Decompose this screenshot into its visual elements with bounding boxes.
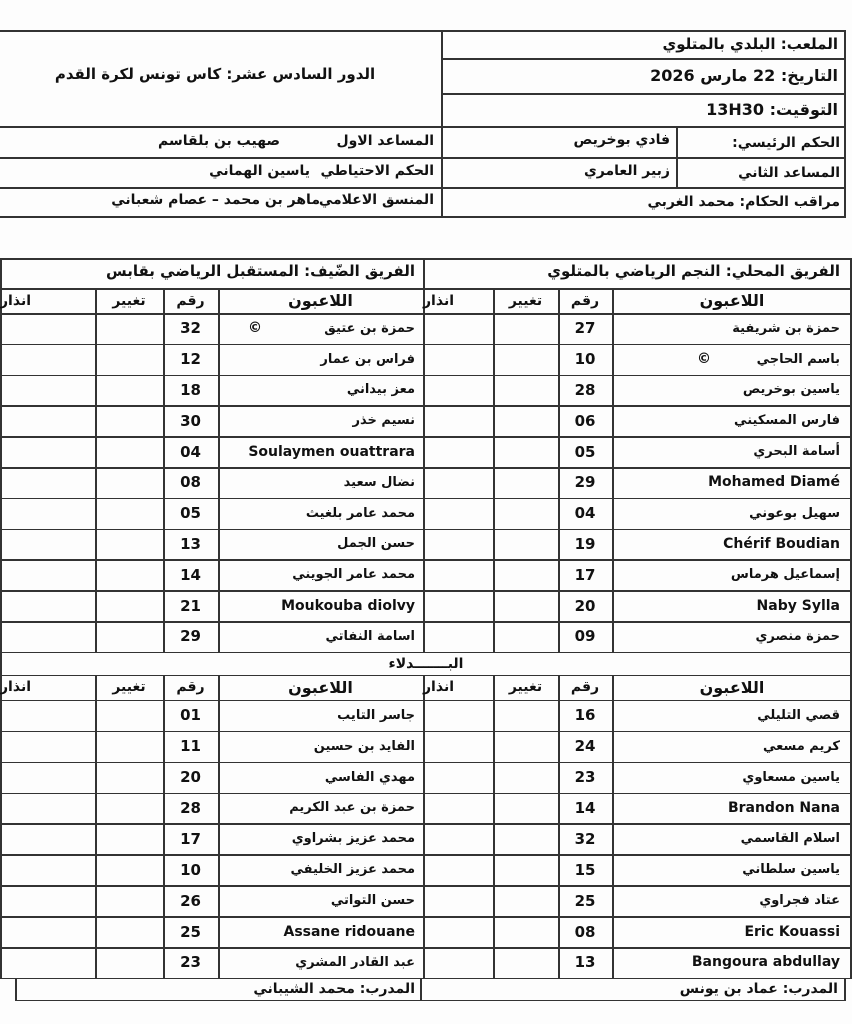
guest-warning-cell[interactable]	[0, 885, 95, 916]
guest-player-name: جاسر التايب	[337, 707, 415, 723]
home-player-number: 28	[574, 380, 596, 399]
guest-player-number: 13	[180, 534, 201, 553]
second-assistant: زبير العامري	[583, 163, 670, 179]
guest-warning-cell[interactable]	[0, 854, 95, 885]
home-col-warning: انذار	[423, 292, 455, 309]
divider	[850, 258, 852, 978]
media-coordinator: ماهر بن محمد – عصام شعباني	[111, 192, 320, 208]
guest-player-number: 28	[180, 798, 201, 817]
home-player-name: اسلام القاسمي	[740, 831, 840, 847]
home-warning-cell[interactable]	[423, 762, 493, 793]
guest-player-number: 20	[180, 768, 201, 787]
guest-warning-cell[interactable]	[0, 947, 95, 978]
home-change-cell[interactable]	[493, 436, 558, 467]
home-warning-cell[interactable]	[423, 344, 493, 375]
guest-change-cell[interactable]	[95, 621, 163, 652]
second-assistant-label: المساعد الثاني	[738, 165, 840, 181]
home-player-number: 19	[574, 534, 596, 553]
guest-change-cell[interactable]	[95, 436, 163, 467]
guest-change-cell[interactable]	[95, 590, 163, 621]
home-player-name: فارس المسكيني	[734, 413, 840, 429]
guest-player-name: فراس بن عمار	[320, 351, 415, 367]
guest-player-number: 11	[180, 737, 201, 756]
guest-warning-cell[interactable]	[0, 498, 95, 529]
guest-col-warning: انذار	[0, 292, 32, 309]
home-player-name: Bangoura abdullay	[691, 954, 840, 971]
home-player-name: عتاد فجراوي	[759, 893, 840, 909]
guest-player-number: 14	[180, 565, 201, 584]
guest-warning-cell[interactable]	[0, 375, 95, 406]
referee-supervisor: مراقب الحكام: محمد الغربي	[647, 194, 840, 210]
home-warning-cell[interactable]	[423, 467, 493, 498]
divider	[420, 978, 422, 1000]
home-warning-cell[interactable]	[423, 405, 493, 436]
guest-change-cell[interactable]	[95, 344, 163, 375]
home-player-number: 16	[574, 706, 596, 725]
guest-change-cell[interactable]	[95, 947, 163, 978]
guest-player-number: 30	[180, 411, 201, 430]
home-player-name: Mohamed Diamé	[708, 474, 840, 491]
home-change-cell[interactable]	[493, 498, 558, 529]
guest-player-name: حسن التواتي	[330, 893, 415, 909]
divider	[0, 652, 852, 654]
guest-change-cell[interactable]	[95, 916, 163, 947]
guest-player-name: Assane ridouane	[283, 923, 415, 940]
guest-warning-cell[interactable]	[0, 700, 95, 731]
reserve-referee: ياسين الهماني	[209, 163, 310, 179]
home-change-cell[interactable]	[493, 854, 558, 885]
main-referee: فادي بوخريص	[573, 132, 670, 148]
home-player-number: 15	[574, 860, 596, 879]
home-player-number: 04	[574, 504, 596, 523]
guest-change-cell[interactable]	[95, 823, 163, 854]
guest-col-players: اللاعبون	[288, 291, 353, 310]
guest-player-name: حسن الجمل	[337, 536, 415, 552]
captain-icon: ©	[248, 320, 262, 336]
guest-warning-cell[interactable]	[0, 731, 95, 762]
home-player-number: 14	[574, 798, 596, 817]
home-col-players: اللاعبون	[699, 291, 765, 310]
guest-player-name: معز بيداني	[346, 382, 415, 398]
guest-warning-cell[interactable]	[0, 559, 95, 590]
guest-player-name: محمد عامر بلغيث	[305, 505, 415, 521]
home-change-cell[interactable]	[493, 467, 558, 498]
guest-player-number: 18	[180, 380, 201, 399]
home-player-number: 23	[574, 768, 596, 787]
home-player-number: 09	[574, 627, 596, 646]
first-assistant: صهيب بن بلقاسم	[158, 133, 280, 149]
guest-player-name: محمد عامر الجويني	[292, 567, 415, 583]
home-warning-cell[interactable]	[423, 375, 493, 406]
home-change-cell[interactable]	[493, 405, 558, 436]
home-col-change: تغيير	[508, 679, 543, 696]
home-player-name: حمزة منصري	[755, 628, 840, 644]
divider	[0, 978, 852, 980]
guest-col-warning: انذار	[0, 679, 32, 696]
guest-change-cell[interactable]	[95, 854, 163, 885]
home-player-number: 29	[574, 473, 596, 492]
home-player-name: Chérif Boudian	[723, 535, 840, 552]
guest-warning-cell[interactable]	[0, 344, 95, 375]
guest-player-number: 29	[180, 627, 201, 646]
home-player-number: 20	[574, 596, 596, 615]
guest-col-change: تغيير	[112, 292, 146, 309]
home-warning-cell[interactable]	[423, 498, 493, 529]
home-player-number: 32	[574, 829, 596, 848]
home-change-cell[interactable]	[493, 823, 558, 854]
guest-player-number: 26	[180, 891, 201, 910]
home-coach: المدرب: عماد بن يونس	[679, 980, 838, 997]
home-change-cell[interactable]	[493, 344, 558, 375]
home-change-cell[interactable]	[493, 559, 558, 590]
guest-player-name: اسامة النفاتي	[325, 628, 415, 644]
home-change-cell[interactable]	[493, 529, 558, 560]
home-player-number: 25	[574, 891, 596, 910]
home-player-number: 08	[574, 922, 596, 941]
guest-change-cell[interactable]	[95, 559, 163, 590]
guest-warning-cell[interactable]	[0, 529, 95, 560]
home-change-cell[interactable]	[493, 885, 558, 916]
home-warning-cell[interactable]	[423, 313, 493, 344]
home-change-cell[interactable]	[493, 947, 558, 978]
guest-change-cell[interactable]	[95, 529, 163, 560]
home-warning-cell[interactable]	[423, 793, 493, 824]
guest-player-name: محمد عزيز الخليفي	[290, 862, 415, 878]
home-player-name: كريم مسعي	[762, 738, 840, 754]
home-warning-cell[interactable]	[423, 854, 493, 885]
guest-player-number: 01	[180, 706, 201, 725]
guest-change-cell[interactable]	[95, 313, 163, 344]
home-player-name: ياسين مسعاوي	[742, 769, 840, 785]
home-player-number: 06	[574, 411, 596, 430]
guest-change-cell[interactable]	[95, 700, 163, 731]
guest-col-number: رقم	[176, 679, 205, 696]
home-player-name: أسامة البحري	[753, 444, 840, 460]
home-warning-cell[interactable]	[423, 436, 493, 467]
guest-col-change: تغيير	[112, 679, 146, 696]
guest-change-cell[interactable]	[95, 375, 163, 406]
match-date: التاريخ: 22 مارس 2026	[650, 66, 838, 85]
substitutes-title: البـــــــدلاء	[388, 655, 464, 672]
home-player-name: Brandon Nana	[727, 799, 840, 816]
divider	[15, 1000, 846, 1002]
home-warning-cell[interactable]	[423, 947, 493, 978]
home-warning-cell[interactable]	[423, 621, 493, 652]
guest-player-number: 10	[180, 860, 201, 879]
guest-change-cell[interactable]	[95, 885, 163, 916]
home-warning-cell[interactable]	[423, 700, 493, 731]
guest-player-name: مهدي الفاسي	[324, 769, 415, 785]
home-player-number: 17	[574, 565, 596, 584]
home-player-number: 24	[574, 737, 596, 756]
home-warning-cell[interactable]	[423, 916, 493, 947]
guest-player-number: 25	[180, 922, 201, 941]
home-warning-cell[interactable]	[423, 590, 493, 621]
home-team-title: الفريق المحلي: النجم الرياضي بالمتلوي	[547, 262, 840, 280]
home-change-cell[interactable]	[493, 375, 558, 406]
guest-player-name: حمزة بن عبد الكريم	[289, 800, 415, 816]
home-player-name: Naby Sylla	[756, 597, 840, 614]
guest-warning-cell[interactable]	[0, 467, 95, 498]
guest-player-number: 04	[180, 442, 201, 461]
guest-warning-cell[interactable]	[0, 405, 95, 436]
guest-warning-cell[interactable]	[0, 621, 95, 652]
guest-coach: المدرب: محمد الشيباني	[253, 980, 415, 997]
guest-player-number: 17	[180, 829, 201, 848]
home-warning-cell[interactable]	[423, 885, 493, 916]
guest-player-name: عبد القادر المشري	[295, 954, 415, 970]
guest-player-name: Moukouba diolvy	[281, 597, 415, 614]
guest-player-name: نضال سعيد	[343, 474, 415, 490]
home-warning-cell[interactable]	[423, 823, 493, 854]
home-player-name: Eric Kouassi	[744, 923, 840, 940]
home-player-name: ياسين بوخريص	[742, 382, 840, 398]
home-col-change: تغيير	[508, 292, 543, 309]
home-change-cell[interactable]	[493, 621, 558, 652]
competition-title: الدور السادس عشر: كاس تونس لكرة القدم	[54, 65, 376, 83]
guest-change-cell[interactable]	[95, 793, 163, 824]
home-warning-cell[interactable]	[423, 559, 493, 590]
kickoff-time: التوقيت: 13H30	[706, 100, 838, 119]
guest-warning-cell[interactable]	[0, 793, 95, 824]
guest-player-name: الفايد بن حسين	[313, 738, 415, 754]
reserve-referee-label: الحكم الاحتياطي	[320, 163, 434, 179]
home-change-cell[interactable]	[493, 313, 558, 344]
guest-player-number: 23	[180, 953, 201, 972]
guest-player-number: 08	[180, 473, 201, 492]
guest-col-number: رقم	[176, 292, 205, 309]
home-player-name: حمزة بن شريفية	[732, 320, 840, 336]
home-player-name: باسم الحاجي	[756, 351, 840, 367]
divider	[844, 978, 846, 1000]
guest-player-number: 05	[180, 504, 201, 523]
stadium: الملعب: البلدي بالمتلوي	[662, 35, 838, 53]
home-change-cell[interactable]	[493, 700, 558, 731]
home-warning-cell[interactable]	[423, 731, 493, 762]
guest-player-number: 32	[180, 319, 201, 338]
guest-change-cell[interactable]	[95, 731, 163, 762]
home-player-name: سهيل بوعوني	[749, 505, 840, 521]
guest-team-title: الفريق الضّيف: المستقبل الرياضي بقابس	[106, 262, 415, 280]
guest-warning-cell[interactable]	[0, 436, 95, 467]
home-change-cell[interactable]	[493, 590, 558, 621]
home-col-warning: انذار	[423, 679, 455, 696]
guest-change-cell[interactable]	[95, 405, 163, 436]
guest-player-name: حمزة بن عتيق	[324, 320, 415, 336]
guest-warning-cell[interactable]	[0, 916, 95, 947]
divider	[0, 258, 852, 260]
home-col-number: رقم	[570, 292, 600, 309]
home-player-number: 13	[574, 953, 596, 972]
home-player-number: 27	[574, 319, 596, 338]
guest-player-number: 12	[180, 350, 201, 369]
home-change-cell[interactable]	[493, 916, 558, 947]
guest-warning-cell[interactable]	[0, 823, 95, 854]
home-col-number: رقم	[570, 679, 600, 696]
first-assistant-label: المساعد الاول	[336, 133, 434, 149]
guest-player-name: محمد عزيز بشراوي	[291, 831, 415, 847]
divider	[15, 978, 17, 1000]
main-referee-label: الحكم الرئيسي:	[732, 135, 840, 151]
home-warning-cell[interactable]	[423, 529, 493, 560]
guest-change-cell[interactable]	[95, 762, 163, 793]
guest-player-name: نسيم خذر	[352, 413, 415, 429]
home-change-cell[interactable]	[493, 762, 558, 793]
home-player-number: 10	[574, 350, 596, 369]
guest-warning-cell[interactable]	[0, 762, 95, 793]
guest-player-name: Soulaymen ouattrara	[248, 443, 415, 460]
home-col-players: اللاعبون	[699, 677, 765, 697]
guest-col-players: اللاعبون	[288, 677, 353, 697]
guest-warning-cell[interactable]	[0, 590, 95, 621]
home-player-number: 05	[574, 442, 596, 461]
home-change-cell[interactable]	[493, 793, 558, 824]
media-coordinator-label: المنسق الاعلامي	[318, 192, 434, 208]
home-change-cell[interactable]	[493, 731, 558, 762]
guest-player-number: 21	[180, 596, 201, 615]
home-player-name: إسماعيل هرماس	[730, 567, 840, 583]
home-player-name: قصي التليلي	[757, 707, 840, 723]
captain-icon: ©	[697, 350, 711, 367]
guest-warning-cell[interactable]	[0, 313, 95, 344]
guest-change-cell[interactable]	[95, 498, 163, 529]
guest-change-cell[interactable]	[95, 467, 163, 498]
home-player-name: ياسين سلطاني	[742, 862, 840, 878]
